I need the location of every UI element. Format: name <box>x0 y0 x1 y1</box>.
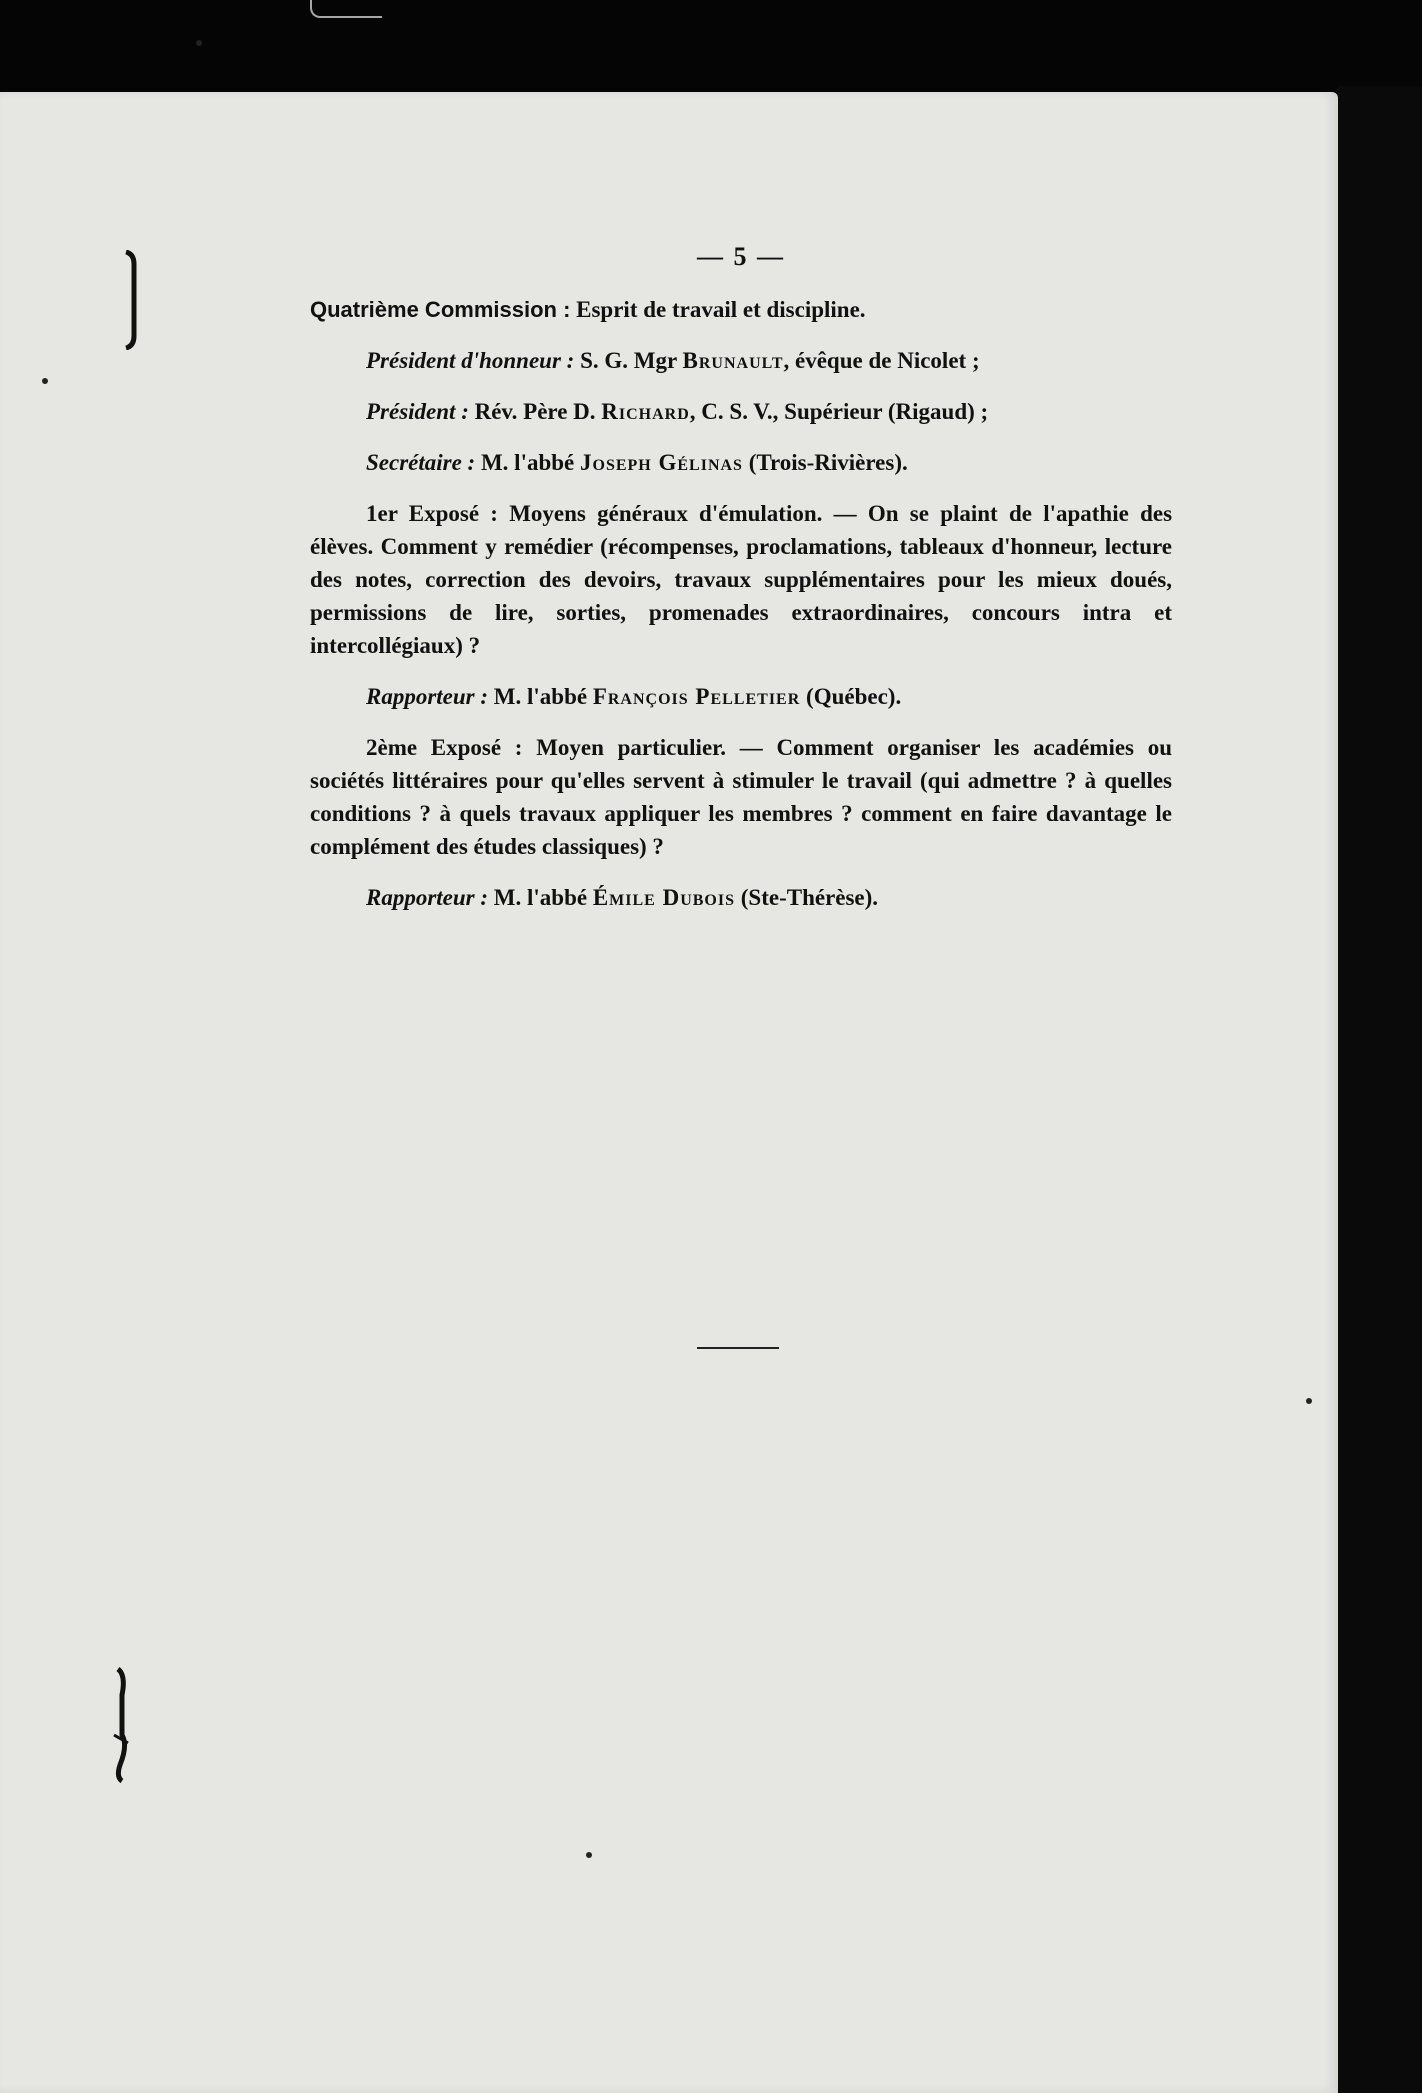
expose-2 <box>310 731 1172 863</box>
commission-topic: Esprit de travail et discipline. <box>576 297 866 322</box>
rapporteur-2 <box>310 881 1172 914</box>
expose-label: 1er Exposé : <box>366 501 498 526</box>
officer-prefix: Rév. Père D. <box>474 399 596 424</box>
officer-honorary-president <box>310 344 1172 377</box>
officer-name: Richard <box>601 399 690 424</box>
rapporteur-suffix: (Québec). <box>800 684 902 709</box>
section-end-rule <box>697 1347 779 1349</box>
rapporteur-suffix: (Ste-Thérèse). <box>735 885 879 910</box>
scan-speck <box>586 1852 592 1858</box>
officer-name: Joseph Gélinas <box>580 450 743 475</box>
expose-text: Moyens généraux d'émulation. — On se plaint de l'apathie des élèves. Comment y remédier (récompenses, proclamations, tableaux d'honneur, lecture des notes, correction des devoirs, travaux supplémentaires pour les mieux doués, permissions de lire, sorties, promenades extraordinaires, concours intra et intercollégiaux) ? <box>310 501 1173 658</box>
officer-role: Président d'honneur : <box>366 348 575 373</box>
expose-label: 2ème Exposé : <box>366 735 523 760</box>
commission-heading <box>310 293 1172 326</box>
rapporteur-role: Rapporteur : <box>366 885 489 910</box>
officer-president <box>310 395 1172 428</box>
officer-suffix: , C. S. V., Supérieur (Rigaud) ; <box>689 399 989 424</box>
page-content <box>310 240 1172 932</box>
scan-speck <box>1306 1398 1312 1404</box>
scan-speck <box>196 40 202 46</box>
rapporteur-role: Rapporteur : <box>366 684 489 709</box>
officer-prefix: M. l'abbé <box>480 450 575 475</box>
officer-suffix: (Trois-Rivières). <box>742 450 908 475</box>
expose-text: Moyen particulier. — Comment organiser les académies ou sociétés littéraires pour qu'elles servent à stimuler le travail (qui admettre ? à quelles conditions ? à quels travaux appliquer les membres ? comment en faire davantage le complément des études classiques) ? <box>310 735 1172 859</box>
officer-role: Secrétaire : <box>366 450 476 475</box>
scan-border-right <box>1338 86 1422 2093</box>
rapporteur-prefix: M. l'abbé <box>493 885 588 910</box>
officer-secretary <box>310 446 1172 479</box>
commission-label: Quatrième Commission : <box>310 297 571 322</box>
officer-suffix: , évêque de Nicolet ; <box>783 348 980 373</box>
rapporteur-prefix: M. l'abbé <box>493 684 588 709</box>
officer-name: Brunault <box>682 348 784 373</box>
rapporteur-name: François Pelletier <box>592 684 801 709</box>
rapporteur-1 <box>310 680 1172 713</box>
binding-bracket-bottom <box>108 1665 134 1785</box>
officer-prefix: S. G. Mgr <box>580 348 677 373</box>
expose-1 <box>310 497 1172 662</box>
binding-bracket-top <box>122 250 140 350</box>
officer-role: Président : <box>366 399 469 424</box>
page-number: — 5 — <box>697 242 785 271</box>
scan-artifact-mark <box>310 0 382 18</box>
scan-speck <box>42 378 48 384</box>
rapporteur-name: Émile Dubois <box>592 885 735 910</box>
